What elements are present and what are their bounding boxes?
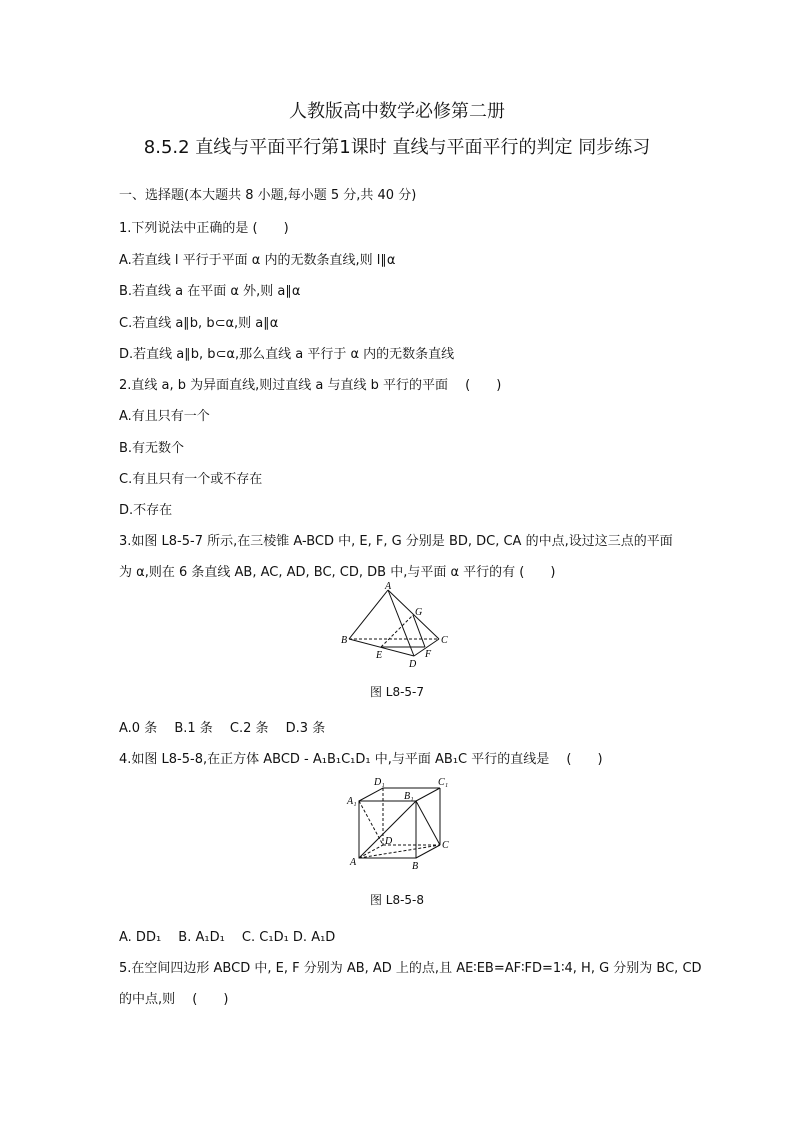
cube-label-b: B xyxy=(412,861,419,872)
figure-caption-l8-5-8: 图 L8-5-8 xyxy=(369,893,425,907)
q4-stem: 4.如图 L8-5-8,在正方体 ABCD - A₁B₁C₁D₁ 中,与平面 AB₁C 平行的直线是 ( ) xyxy=(119,752,603,767)
cube-label-b1: B₁ xyxy=(404,791,414,802)
cube-label-a1: A₁ xyxy=(347,796,357,807)
q4-options: A. DD₁ B. A₁D₁ C. C₁D₁ D. A₁D xyxy=(119,930,336,945)
q3-stem-line1: 3.如图 L8-5-7 所示,在三棱锥 A-BCD 中, E, F, G 分别是 BD, DC, CA 的中点,设过这三点的平面 xyxy=(119,534,673,549)
cube-label-d: D xyxy=(385,836,393,847)
pyramid-label-f: F xyxy=(425,649,432,660)
pyramid-figure xyxy=(335,580,455,672)
pyramid-label-c: C xyxy=(441,635,448,646)
pyramid-label-d: D xyxy=(409,659,417,670)
pyramid-label-a: A xyxy=(385,581,392,592)
cube-figure xyxy=(342,772,452,872)
q1-option-a: A.若直线 l 平行于平面 α 内的无数条直线,则 l∥α xyxy=(119,253,396,268)
section-heading: 一、选择题(本大题共 8 小题,每小题 5 分,共 40 分) xyxy=(119,188,417,203)
q1-stem: 1.下列说法中正确的是 ( ) xyxy=(119,221,289,236)
cube-label-d1: D₁ xyxy=(374,777,385,788)
cube-label-a: A xyxy=(350,857,357,868)
q2-option-a: A.有且只有一个 xyxy=(119,409,210,424)
lesson-title: 8.5.2 直线与平面平行第1课时 直线与平面平行的判定 同步练习 xyxy=(143,137,651,158)
figure-caption-l8-5-7: 图 L8-5-7 xyxy=(369,685,425,699)
q1-option-d: D.若直线 a∥b, b⊂α,那么直线 a 平行于 α 内的无数条直线 xyxy=(119,347,455,362)
q1-option-b: B.若直线 a 在平面 α 外,则 a∥α xyxy=(119,284,301,299)
q2-option-c: C.有且只有一个或不存在 xyxy=(119,472,263,487)
pyramid-label-g: G xyxy=(415,607,423,618)
q1-option-c: C.若直线 a∥b, b⊂α,则 a∥α xyxy=(119,316,279,331)
q3-options: A.0 条 B.1 条 C.2 条 D.3 条 xyxy=(119,721,326,736)
q5-stem-line2: 的中点,则 ( ) xyxy=(119,992,229,1007)
q2-stem: 2.直线 a, b 为异面直线,则过直线 a 与直线 b 平行的平面 ( ) xyxy=(119,378,502,393)
pyramid-label-e: E xyxy=(376,650,383,661)
cube-label-c1: C₁ xyxy=(438,777,449,788)
q3-stem-line2: 为 α,则在 6 条直线 AB, AC, AD, BC, CD, DB 中,与平面 α 平行的有 ( ) xyxy=(119,565,556,580)
pyramid-label-b: B xyxy=(341,635,348,646)
book-title: 人教版高中数学必修第二册 xyxy=(289,101,505,122)
q2-option-b: B.有无数个 xyxy=(119,441,185,456)
q2-option-d: D.不存在 xyxy=(119,503,173,518)
q5-stem-line1: 5.在空间四边形 ABCD 中, E, F 分别为 AB, AD 上的点,且 AE∶EB=AF∶FD=1∶4, H, G 分别为 BC, CD xyxy=(119,961,702,976)
cube-label-c: C xyxy=(442,840,449,851)
